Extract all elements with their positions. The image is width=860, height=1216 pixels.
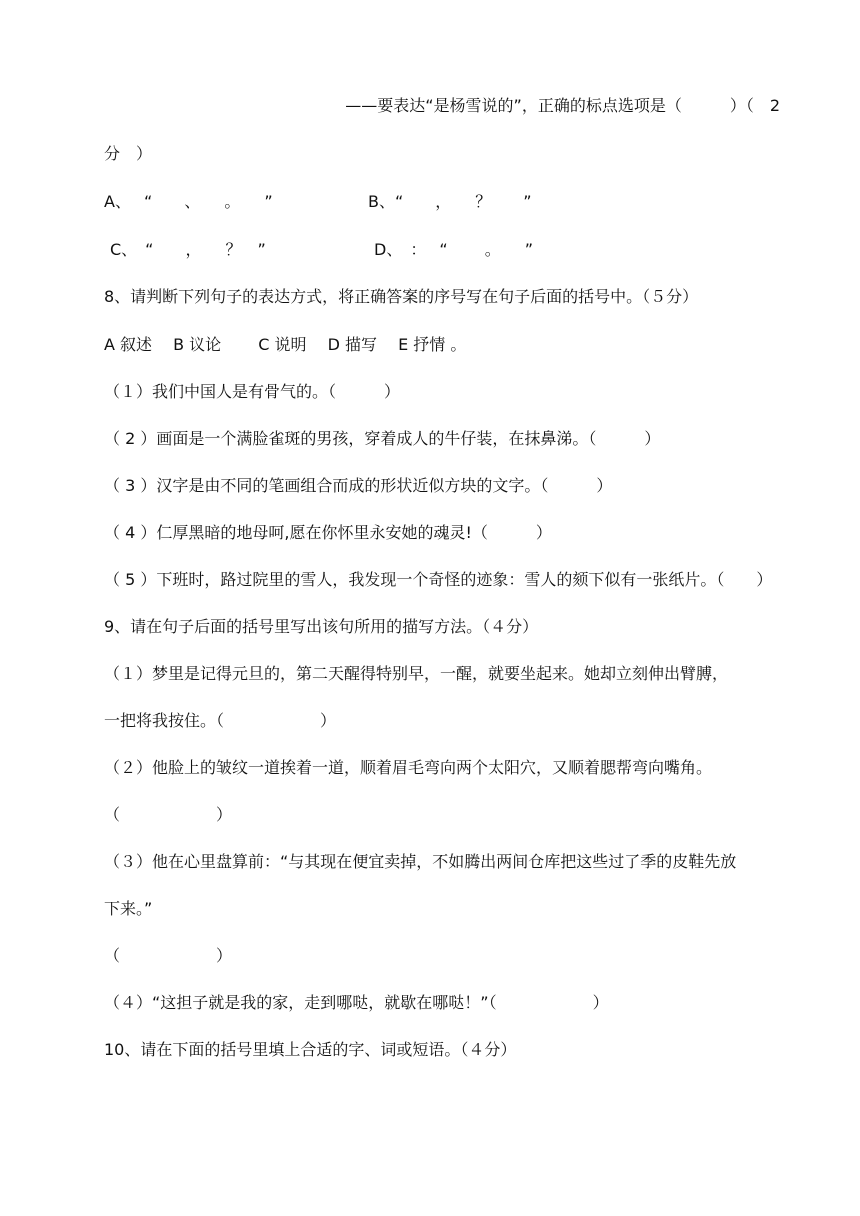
q7-option-a: A、 “ 、 。 ” xyxy=(104,192,273,211)
q9-item-2: （２）他脸上的皱纹一道挨着一道，顺着眉毛弯向两个太阳穴，又顺着腮帮弯向嘴角。 xyxy=(104,758,713,777)
q9-item-1: （１）梦里是记得元旦的，第二天醒得特别早，一醒，就要坐起来。她却立刻伸出臂膊， xyxy=(104,664,729,683)
q9-title: 9、请在句子后面的括号里写出该句所用的描写方法。（４分） xyxy=(104,617,539,636)
q7-option-d: D、 ： “ 。 ” xyxy=(374,240,534,259)
q9-item-3-continued: 下来。” xyxy=(104,899,153,918)
q9-item-2-blank: （ ） xyxy=(104,805,233,824)
q7-stem-continued: 分 ） xyxy=(104,144,153,163)
q9-item-1-continued: 一把将我按住。（ ） xyxy=(104,711,337,730)
q9-item-3: （３）他在心里盘算前：“与其现在便宜卖掉，不如腾出两间仓库把这些过了季的皮鞋先放 xyxy=(104,852,737,871)
q8-item-1: （１）我们中国人是有骨气的。（ ） xyxy=(104,382,401,401)
q8-item-4: （ 4 ）仁厚黑暗的地母呵,愿在你怀里永安她的魂灵!（ ） xyxy=(104,523,552,542)
q8-title: 8、请判断下列句子的表达方式，将正确答案的序号写在句子后面的括号中。（５分） xyxy=(104,287,699,306)
q8-item-2: （ 2 ）画面是一个满脸雀斑的男孩，穿着成人的牛仔装，在抹鼻涕。（ ） xyxy=(104,429,661,448)
q7-stem: ——要表达“是杨雪说的”，正确的标点选项是（ ）（ 2 xyxy=(345,96,780,115)
q8-item-3: （ 3 ）汉字是由不同的笔画组合而成的形状近似方块的文字。（ ） xyxy=(104,476,613,495)
q7-option-c: C、 “ ， ？ ” xyxy=(110,240,266,259)
q8-item-5: （ 5 ）下班时，路过院里的雪人，我发现一个奇怪的迹象：雪人的颏下似有一张纸片。（ ） xyxy=(104,570,773,589)
q9-item-4: （４）“这担子就是我的家，走到哪哒，就歇在哪哒！”（ ） xyxy=(104,993,609,1012)
q10-title: 10、请在下面的括号里填上合适的字、词或短语。（４分） xyxy=(104,1040,517,1059)
q7-option-b: B、“ ， ？ ” xyxy=(368,192,532,211)
q8-choices: A 叙述 B 议论 C 说明 D 描写 E 抒情 。 xyxy=(104,335,467,354)
q9-item-3-blank: （ ） xyxy=(104,946,233,965)
